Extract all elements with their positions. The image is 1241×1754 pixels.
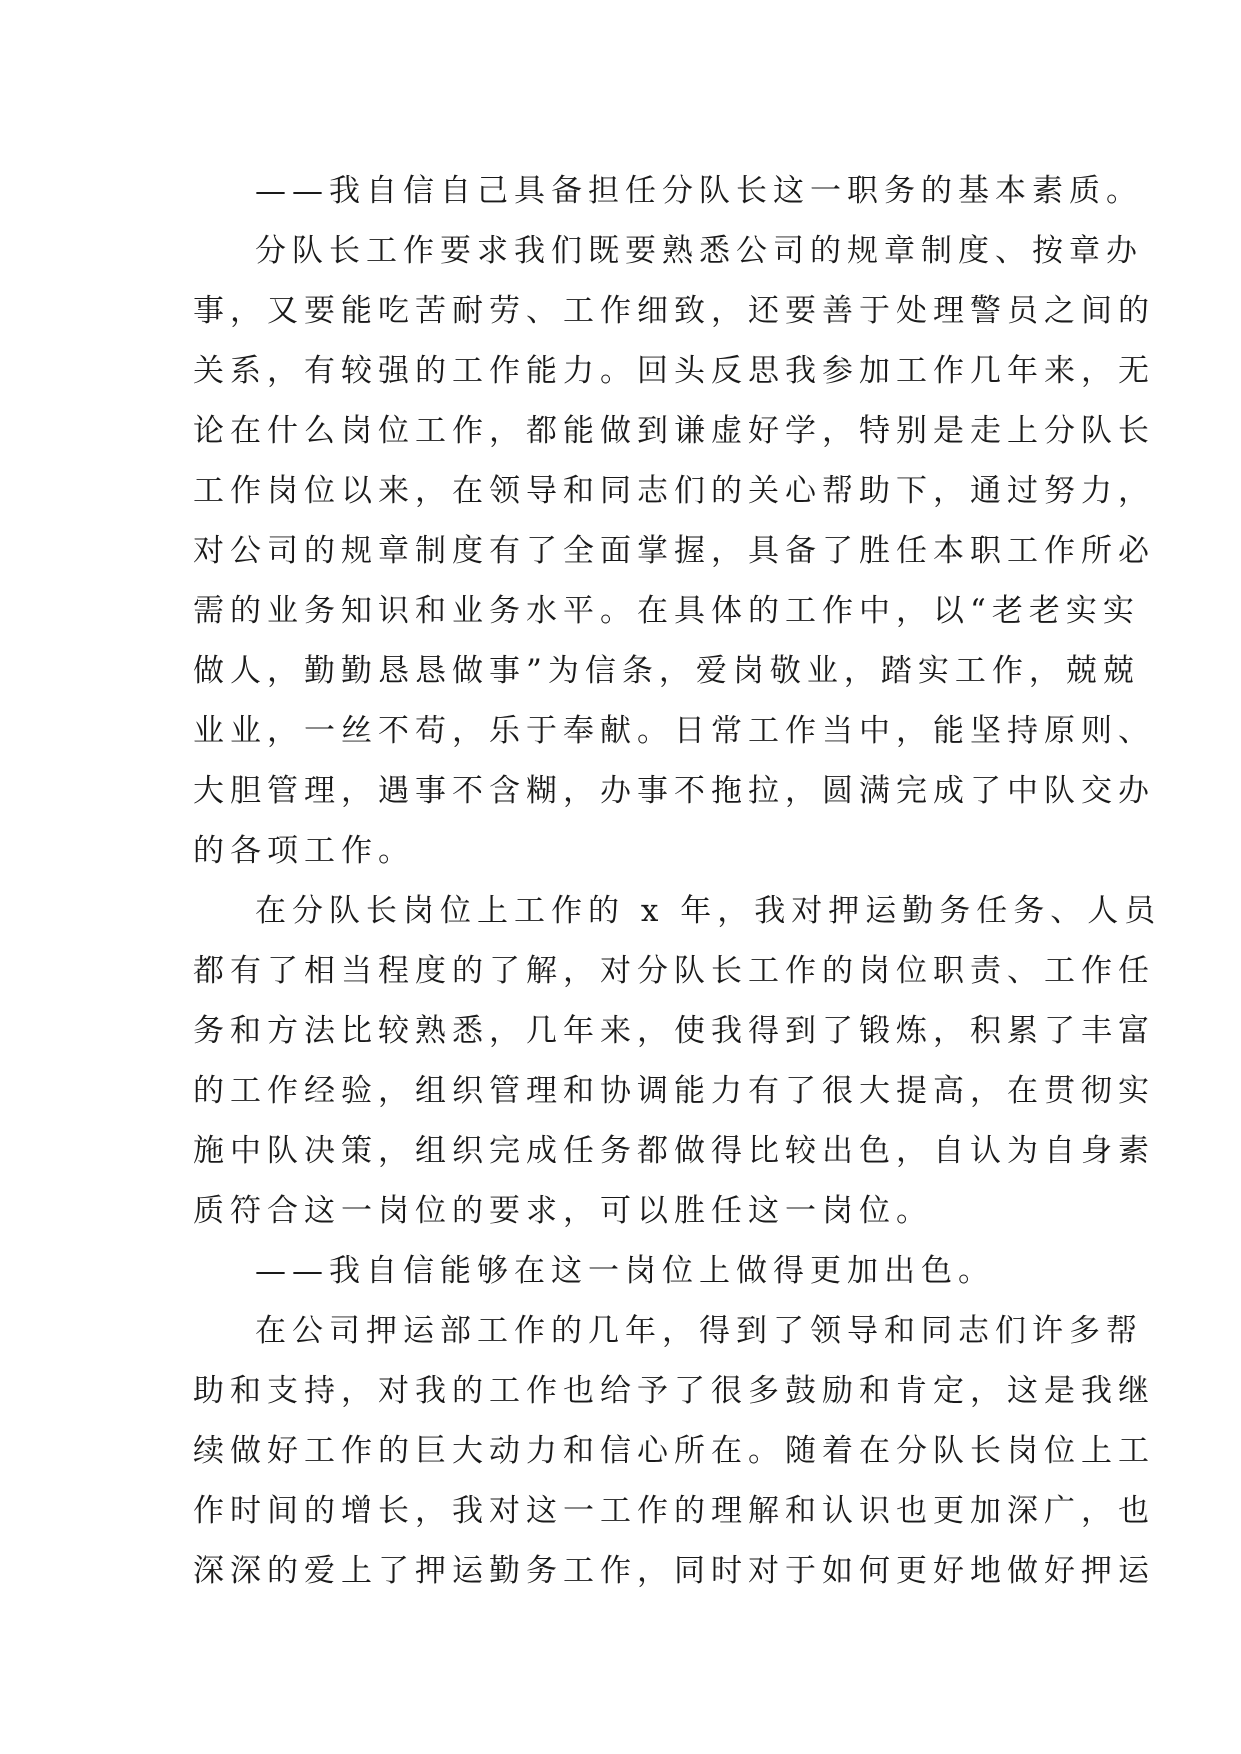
text-line: 的各项工作。: [193, 833, 415, 869]
text-line: 大胆管理，遇事不含糊，办事不拖拉，圆满完成了中队交办: [193, 773, 1155, 809]
text-line: 深深的爱上了押运勤务工作，同时对于如何更好地做好押运: [193, 1553, 1155, 1589]
text-line: 在分队长岗位上工作的 x 年，我对押运勤务任务、人员: [255, 893, 1162, 929]
text-line: 质符合这一岗位的要求，可以胜任这一岗位。: [193, 1193, 933, 1229]
text-line: 业业，一丝不苟，乐于奉献。日常工作当中，能坚持原则、: [193, 713, 1155, 749]
document-body: [193, 161, 1162, 1601]
text-line: 作时间的增长，我对这一工作的理解和认识也更加深广，也: [193, 1493, 1155, 1529]
text-line: 事，又要能吃苦耐劳、工作细致，还要善于处理警员之间的: [193, 293, 1155, 329]
text-line: 施中队决策，组织完成任务都做得比较出色，自认为自身素: [193, 1133, 1155, 1169]
text-line: 务和方法比较熟悉，几年来，使我得到了锻炼，积累了丰富: [193, 1013, 1155, 1049]
text-line: 续做好工作的巨大动力和信心所在。随着在分队长岗位上工: [193, 1433, 1155, 1469]
text-line: 在公司押运部工作的几年，得到了领导和同志们许多帮: [255, 1313, 1143, 1349]
text-line: 需的业务知识和业务水平。在具体的工作中，以“老老实实: [193, 593, 1140, 629]
text-line: 做人，勤勤恳恳做事”为信条，爱岗敬业，踏实工作，兢兢: [193, 653, 1140, 689]
text-line: 都有了相当程度的了解，对分队长工作的岗位职责、工作任: [193, 953, 1155, 989]
text-line: ——我自信自己具备担任分队长这一职务的基本素质。: [255, 173, 1143, 209]
text-line: 助和支持，对我的工作也给予了很多鼓励和肯定，这是我继: [193, 1373, 1155, 1409]
text-line: 分队长工作要求我们既要熟悉公司的规章制度、按章办: [255, 233, 1143, 269]
text-line: 工作岗位以来，在领导和同志们的关心帮助下，通过努力，: [193, 473, 1155, 509]
text-line: 关系，有较强的工作能力。回头反思我参加工作几年来，无: [193, 353, 1155, 389]
text-line: 的工作经验，组织管理和协调能力有了很大提高，在贯彻实: [193, 1073, 1155, 1109]
text-line: 论在什么岗位工作，都能做到谦虚好学，特别是走上分队长: [193, 413, 1155, 449]
text-line: 对公司的规章制度有了全面掌握，具备了胜任本职工作所必: [193, 533, 1155, 569]
text-line: ——我自信能够在这一岗位上做得更加出色。: [255, 1253, 995, 1289]
